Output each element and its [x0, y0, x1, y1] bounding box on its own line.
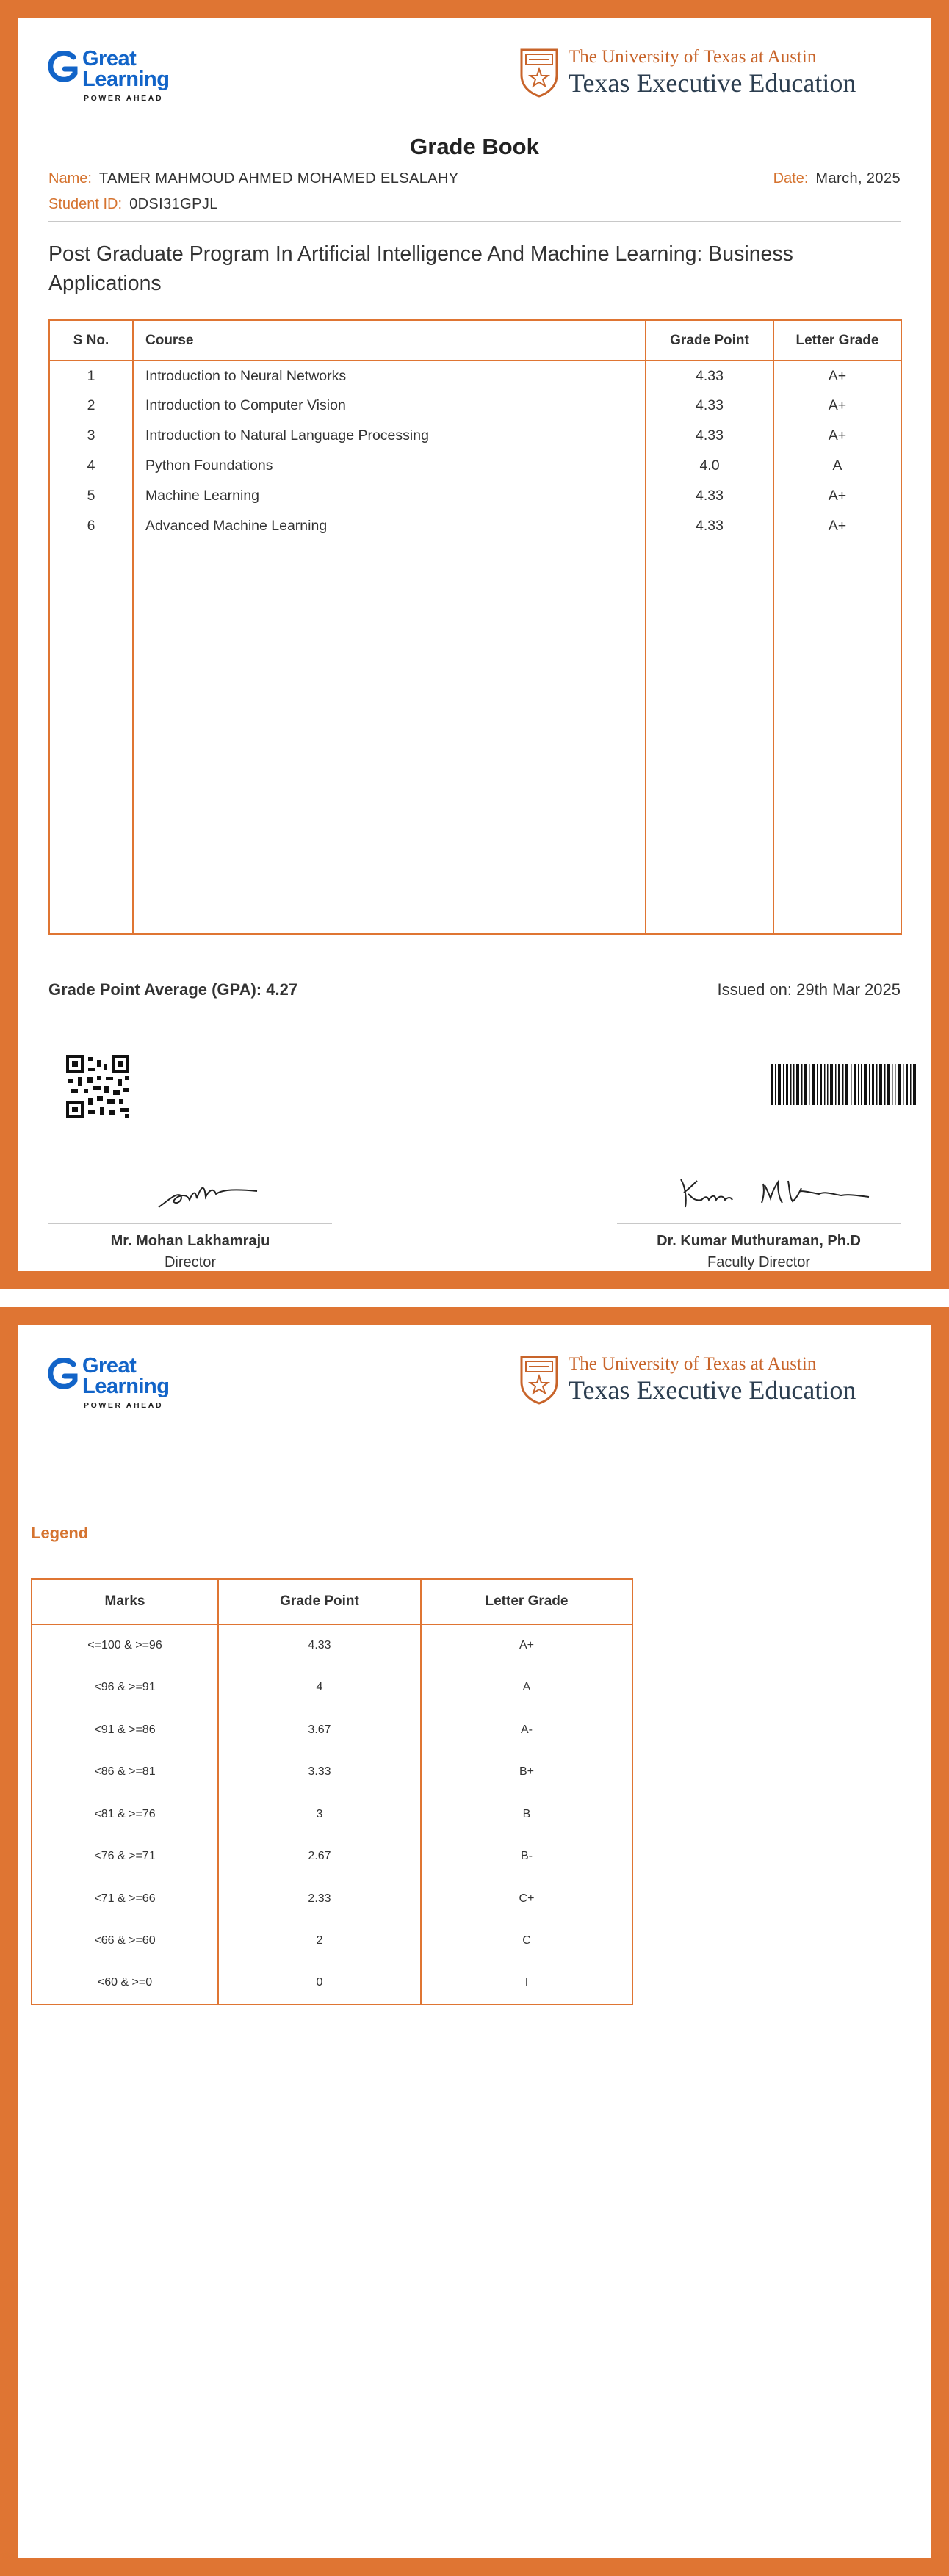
- great-learning-g-icon: [48, 1358, 78, 1395]
- ut-program: Texas Executive Education: [569, 1375, 856, 1405]
- row-course: Introduction to Natural Language Processing: [133, 421, 646, 451]
- issued-date: Issued on: 29th Mar 2025: [717, 980, 901, 999]
- student-id-label: Student ID:: [48, 196, 123, 212]
- row-letter-grade: A+: [828, 397, 847, 413]
- row-sno: 1: [49, 361, 133, 391]
- legend-grade-point: 0: [218, 1962, 421, 2005]
- great-learning-logo: [48, 48, 203, 107]
- legend-marks: <=100 & >=96: [32, 1624, 218, 1667]
- legend-grade-point: 4: [218, 1667, 421, 1710]
- legend-letter-grade-header: Letter Grade: [421, 1579, 632, 1624]
- row-course: Python Foundations: [133, 451, 646, 481]
- legend-grade-point: 3.67: [218, 1709, 421, 1751]
- col-sno-header: S No.: [49, 320, 133, 361]
- legend-row: [32, 1962, 632, 2005]
- legend-marks: <76 & >=71: [32, 1836, 218, 1878]
- name-value: TAMER MAHMOUD AHMED MOHAMED ELSALAHY: [98, 170, 459, 187]
- header-divider: [48, 221, 901, 222]
- ut-seal-icon: [519, 1354, 560, 1405]
- program-title: Post Graduate Program In Artificial Intelligence And Machine Learning: Business Applications: [48, 242, 793, 295]
- name-label: Name:: [48, 170, 92, 187]
- legend-row: [32, 1836, 632, 1878]
- gl-logo-line2: Learning: [82, 1375, 170, 1398]
- row-letter-grade: A+: [828, 518, 847, 534]
- legend-marks: <91 & >=86: [32, 1709, 218, 1751]
- ut-seal-icon: [519, 47, 560, 98]
- legend-row: [32, 1624, 632, 1667]
- student-id-row: [48, 196, 218, 213]
- legend-row: [32, 1667, 632, 1710]
- row-course: Machine Learning: [133, 481, 646, 511]
- row-grade-point: 4.33: [646, 481, 773, 511]
- legend-marks: <86 & >=81: [32, 1751, 218, 1794]
- ut-name: The University of Texas at Austin: [569, 47, 817, 67]
- ut-austin-logo: [519, 47, 901, 100]
- legend-marks: <96 & >=91: [32, 1667, 218, 1710]
- date-row: [773, 170, 901, 187]
- signature-director-icon: [154, 1171, 264, 1215]
- faculty-director-role: Faculty Director: [707, 1254, 811, 1270]
- director-role: Director: [164, 1254, 216, 1270]
- row-sno: 2: [49, 391, 133, 421]
- table-row: [49, 481, 901, 511]
- row-grade-point: 4.33: [646, 511, 773, 541]
- gl-logo-line2: Learning: [82, 68, 170, 91]
- legend-letter-grade: B+: [519, 1765, 534, 1779]
- row-letter-grade: A+: [828, 427, 847, 444]
- grades-table: [48, 319, 902, 935]
- legend-grade-point: 2.33: [218, 1878, 421, 1920]
- legend-title: Legend: [31, 1524, 89, 1542]
- row-grade-point: 4.33: [646, 421, 773, 451]
- page-title: Grade Book: [410, 134, 539, 159]
- row-course: Introduction to Neural Networks: [133, 361, 646, 391]
- legend-row: [32, 1709, 632, 1751]
- legend-grade-point: 3.33: [218, 1751, 421, 1794]
- col-letter-grade-header: Letter Grade: [773, 320, 901, 361]
- legend-marks: <81 & >=76: [32, 1793, 218, 1836]
- legend-row: [32, 1793, 632, 1836]
- row-grade-point: 4.33: [646, 361, 773, 391]
- row-letter-grade: A+: [828, 367, 847, 384]
- legend-row: [32, 1878, 632, 1920]
- director-name: Mr. Mohan Lakhamraju: [110, 1233, 270, 1249]
- table-row: [49, 361, 901, 391]
- table-row: [49, 511, 901, 541]
- row-sno: 4: [49, 451, 133, 481]
- signature-faculty-director-icon: [675, 1169, 881, 1213]
- signature-line-faculty-director: [617, 1223, 901, 1224]
- legend-letter-grade: B-: [521, 1850, 533, 1863]
- legend-grade-point: 2: [218, 1920, 421, 1963]
- date-value: March, 2025: [815, 170, 901, 187]
- gl-tagline: POWER AHEAD: [84, 1401, 164, 1410]
- row-grade-point: 4.0: [646, 451, 773, 481]
- legend-letter-grade: A+: [519, 1639, 534, 1652]
- legend-grade-point: 4.33: [218, 1624, 421, 1667]
- legend-grade-point: 3: [218, 1793, 421, 1836]
- gl-logo-line1: Great: [82, 1354, 137, 1378]
- row-sno: 3: [49, 421, 133, 451]
- row-grade-point: 4.33: [646, 391, 773, 421]
- row-course: Advanced Machine Learning: [133, 511, 646, 541]
- legend-letter-grade: C: [522, 1934, 531, 1947]
- col-grade-point-header: Grade Point: [646, 320, 773, 361]
- ut-austin-logo: [519, 1354, 901, 1407]
- gl-tagline: POWER AHEAD: [84, 94, 164, 103]
- legend-row: [32, 1920, 632, 1963]
- name-row: [48, 170, 459, 187]
- legend-table: [31, 1578, 633, 2005]
- legend-letter-grade: C+: [519, 1892, 535, 1905]
- legend-marks: <60 & >=0: [32, 1962, 218, 2005]
- legend-letter-grade: B: [522, 1807, 531, 1820]
- legend-marks-header: Marks: [32, 1579, 218, 1624]
- date-label: Date:: [773, 170, 809, 187]
- gl-logo-line1: Great: [82, 47, 137, 70]
- legend-grade-point-header: Grade Point: [218, 1579, 421, 1624]
- legend-grade-point: 2.67: [218, 1836, 421, 1878]
- great-learning-g-icon: [48, 51, 78, 88]
- table-row: [49, 391, 901, 421]
- row-sno: 6: [49, 511, 133, 541]
- ut-program: Texas Executive Education: [569, 68, 856, 98]
- faculty-director-name: Dr. Kumar Muthuraman, Ph.D: [657, 1233, 861, 1249]
- qr-code-icon: [66, 1055, 129, 1118]
- row-letter-grade: A+: [828, 488, 847, 504]
- legend-letter-grade: I: [524, 1976, 529, 1989]
- row-course: Introduction to Computer Vision: [133, 391, 646, 421]
- table-filler-row: [49, 541, 901, 934]
- legend-marks: <71 & >=66: [32, 1878, 218, 1920]
- row-sno: 5: [49, 481, 133, 511]
- grades-header-row: [49, 320, 901, 361]
- gpa-summary: Grade Point Average (GPA): 4.27: [48, 980, 298, 999]
- ut-name: The University of Texas at Austin: [569, 1354, 817, 1374]
- legend-row: [32, 1751, 632, 1794]
- legend-letter-grade: A-: [521, 1723, 533, 1736]
- legend-letter-grade: A: [522, 1681, 531, 1694]
- barcode-icon: [771, 1064, 916, 1105]
- table-row: [49, 451, 901, 481]
- legend-marks: <66 & >=60: [32, 1920, 218, 1963]
- col-course-header: Course: [133, 320, 646, 361]
- legend-header-row: [32, 1579, 632, 1624]
- row-letter-grade: A: [832, 457, 842, 474]
- signature-line-director: [48, 1223, 332, 1224]
- great-learning-logo: [48, 1356, 203, 1414]
- table-row: [49, 421, 901, 451]
- student-id-value: 0DSI31GPJL: [129, 196, 218, 212]
